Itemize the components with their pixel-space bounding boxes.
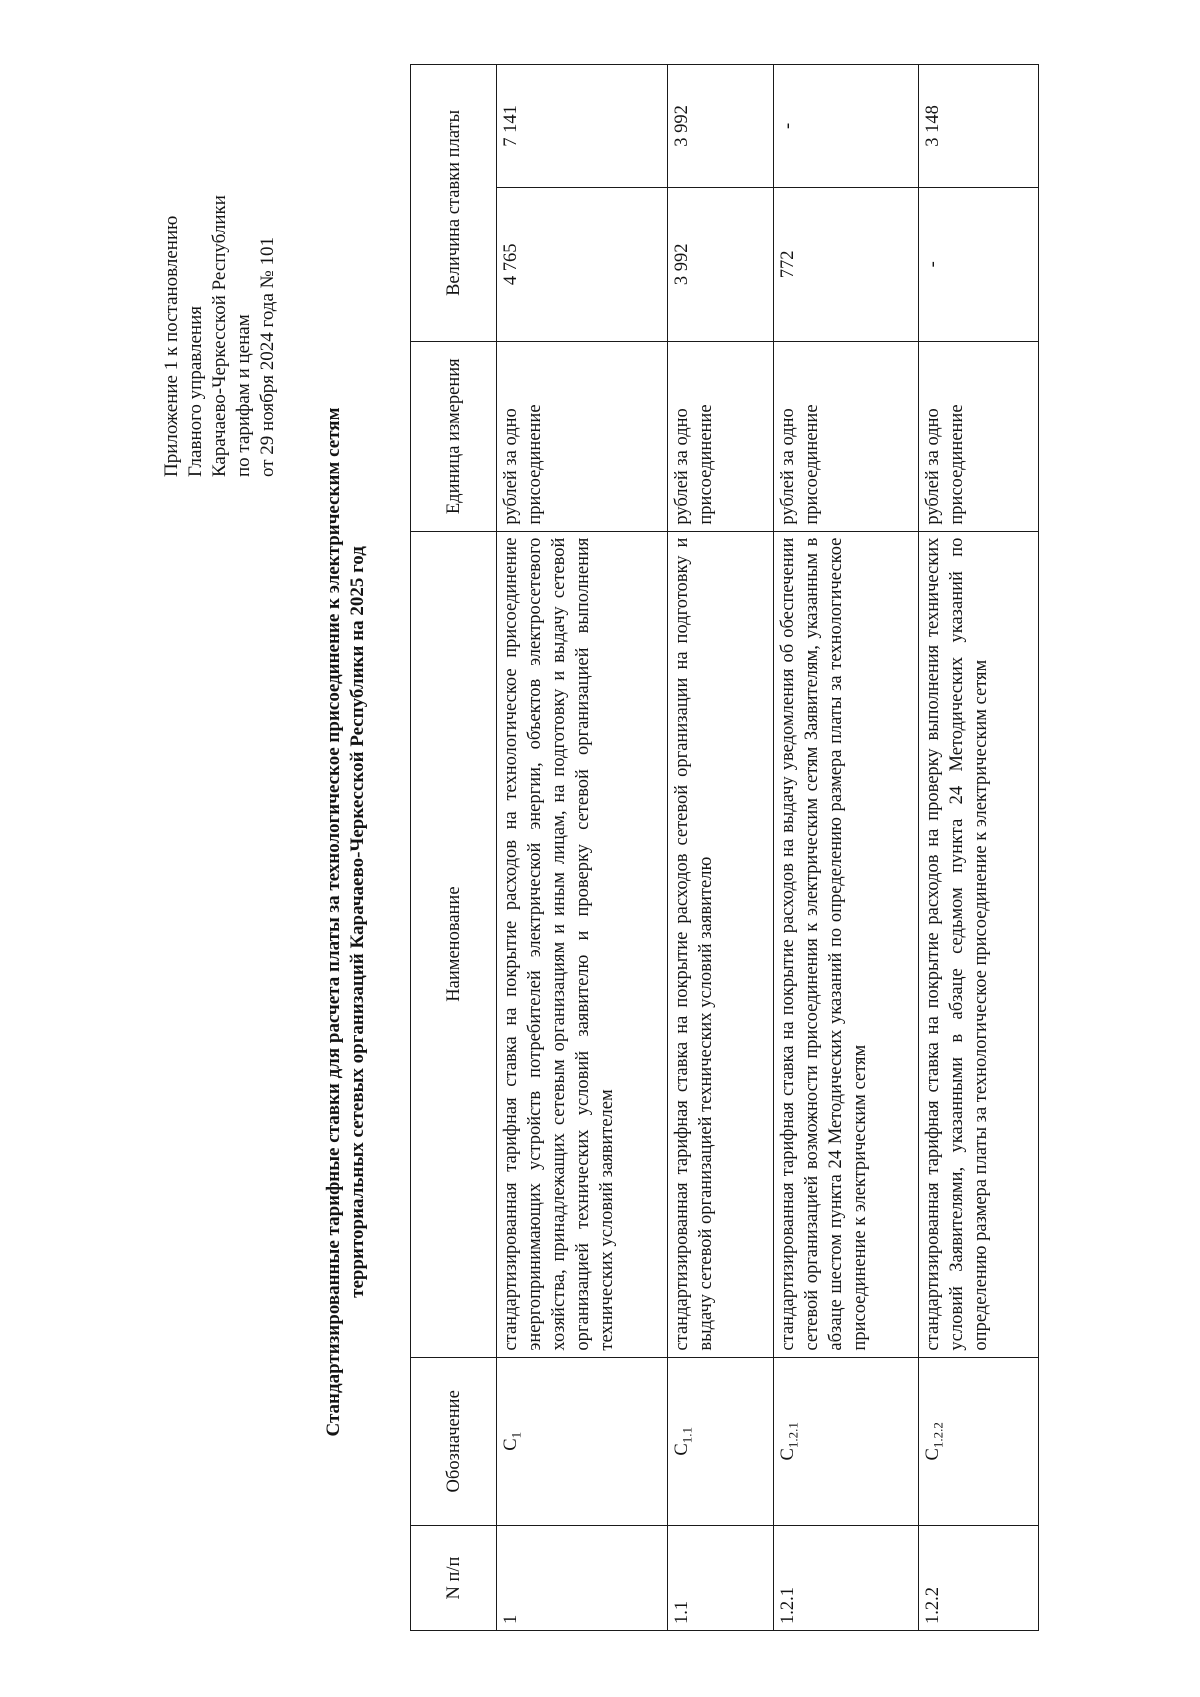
- designation-symbol: С: [923, 1448, 943, 1461]
- row-value-2: 3 148: [919, 65, 1039, 188]
- title-line: Стандартизированные тарифные ставки для расчета платы за технологическое присоединение к электрическим сетям: [323, 407, 344, 1437]
- row-value-1: 4 765: [497, 187, 668, 341]
- row-name: стандартизированная тарифная ставка на покрытие расходов на проверку выполнения технических условий Заявителями, указанными в абзаце седьмом пункта 24 Методических указаний по определению размера платы за технологическое присоединение к электрическим сетям: [919, 531, 1039, 1357]
- row-value-1: -: [919, 187, 1039, 341]
- row-num: 1: [497, 1526, 668, 1631]
- table-header-row: [411, 65, 497, 1631]
- row-value-2: -: [774, 65, 919, 188]
- designation-symbol: С: [501, 1438, 521, 1451]
- approval-line: от 29 ноября 2024 года № 101: [257, 236, 278, 477]
- row-unit: рублей за одно присоединение: [774, 341, 919, 531]
- approval-line: по тарифам и ценам: [233, 314, 254, 477]
- row-designation: [668, 1357, 774, 1526]
- row-value-1: 3 992: [668, 187, 774, 341]
- row-designation: [919, 1357, 1039, 1526]
- designation-subscript: 1.1: [679, 1427, 695, 1444]
- row-value-2: 3 992: [668, 65, 774, 188]
- row-num: 1.1: [668, 1526, 774, 1631]
- row-unit: рублей за одно присоединение: [497, 341, 668, 531]
- row-unit: рублей за одно присоединение: [919, 341, 1039, 531]
- row-value-1: 772: [774, 187, 919, 341]
- designation-subscript: 1.2.1: [785, 1422, 801, 1449]
- designation-symbol: С: [778, 1448, 798, 1461]
- designation-subscript: 1: [508, 1431, 524, 1439]
- header-num: N п/п: [411, 1526, 497, 1631]
- title-line: территориальных сетевых организаций Карачаево-Черкесской Республики на 2025 год: [347, 546, 368, 1298]
- approval-line: Приложение 1 к постановлению: [161, 215, 182, 477]
- row-value-2: 7 141: [497, 65, 668, 188]
- row-num: 1.2.2: [919, 1526, 1039, 1631]
- rates-table: [410, 64, 1039, 1631]
- header-unit: Единица измерения: [411, 341, 497, 531]
- row-name: стандартизированная тарифная ставка на покрытие расходов сетевой организации на подготовку и выдачу сетевой организацией технических условий заявителю: [668, 531, 774, 1357]
- row-name: стандартизированная тарифная ставка на покрытие расходов на технологическое присоединение энергопринимающих устройств потребителей электрической энергии, объектов электросетевого хозяйства, принадлежащих сетевым организациям и иным лицам, на подготовку и выдачу сетевой организацией технических условий заявителю и проверку сетевой организацией выполнения технических условий заявителем: [497, 531, 668, 1357]
- approval-block: [160, 195, 280, 477]
- row-num: 1.2.1: [774, 1526, 919, 1631]
- designation-subscript: 1.2.2: [930, 1422, 946, 1449]
- row-unit: рублей за одно присоединение: [668, 341, 774, 531]
- row-name: стандартизированная тарифная ставка на покрытие расходов на выдачу уведомления об обеспечении сетевой организацией возможности присоединения к электрическим сетям Заявителям, указанным в абзаце шестом пункта 24 Методических указаний по определению размера платы за технологическое присоединение к электрическим сетям: [774, 531, 919, 1357]
- header-name: Наименование: [411, 531, 497, 1357]
- header-value: Величина ставки платы: [411, 65, 497, 342]
- approval-line: Главного управления: [185, 306, 206, 477]
- table-row: [919, 65, 1039, 1631]
- row-designation: [774, 1357, 919, 1526]
- table-row: [668, 65, 774, 1631]
- table-row: [497, 65, 668, 1631]
- header-designation: Обозначение: [411, 1357, 497, 1526]
- table-row: [774, 65, 919, 1631]
- row-designation: [497, 1357, 668, 1526]
- document-title: [322, 237, 370, 1607]
- approval-line: Карачаево-Черкесской Республики: [209, 195, 230, 477]
- designation-symbol: С: [672, 1443, 692, 1456]
